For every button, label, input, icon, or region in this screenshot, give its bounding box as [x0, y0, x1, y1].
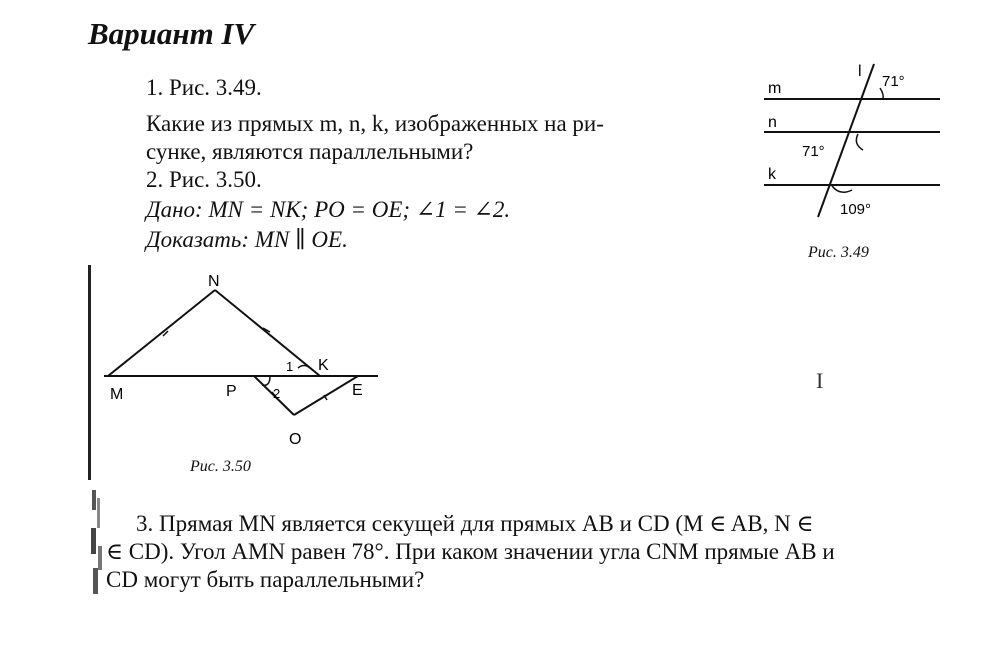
angle-label-2: 2 — [273, 386, 281, 401]
task1-line1: Какие из прямых m, n, k, изображенных на ри- — [146, 111, 604, 136]
angle-label-1: 1 — [286, 359, 294, 374]
point-label-m: M — [110, 386, 124, 403]
given-text: : MN = NK; PO = OE; ∠1 = ∠2. — [195, 197, 511, 222]
figure-3-50 — [86, 265, 386, 480]
task1-ref: 1. Рис. 3.49. — [146, 75, 262, 100]
line-label-m: m — [768, 80, 782, 97]
task1-line2: сунке, являются параллельными? — [146, 139, 474, 164]
figure-3-49-caption: Рис. 3.49 — [808, 244, 869, 261]
task2-given — [146, 196, 510, 223]
angle-label-bottom: 109° — [840, 201, 872, 218]
line-label-n: n — [768, 114, 777, 131]
prove-label: Доказать — [146, 227, 242, 252]
point-label-n: N — [208, 273, 220, 290]
figure-3-49 — [762, 62, 942, 222]
task3-line1: 3. Прямая MN является секущей для прямых AB и CD (M ∈ AB, N ∈ — [136, 511, 814, 536]
point-label-o: O — [289, 431, 302, 448]
scan-noise-mark — [90, 488, 106, 596]
line-label-k: k — [768, 166, 776, 183]
task3-line2: ∈ CD). Угол AMN равен 78°. При каком значении угла CNM прямые AB и — [106, 539, 835, 564]
line-label-l: l — [858, 63, 862, 80]
point-label-p: P — [226, 383, 237, 400]
point-label-k: K — [318, 357, 329, 374]
text-cursor-icon: I — [816, 368, 824, 393]
task2-prove — [146, 226, 348, 253]
angle-label-top: 71° — [882, 73, 905, 90]
task3-line3: CD могут быть параллельными? — [106, 567, 425, 592]
figure-3-50-caption: Рис. 3.50 — [190, 458, 251, 475]
task2-ref: 2. Рис. 3.50. — [146, 167, 262, 192]
given-label: Дано — [146, 197, 196, 222]
point-label-e: E — [352, 382, 363, 399]
prove-text: : MN ∥ OE. — [241, 227, 348, 252]
angle-label-mid: 71° — [802, 143, 825, 160]
variant-heading: Вариант IV — [88, 16, 255, 51]
